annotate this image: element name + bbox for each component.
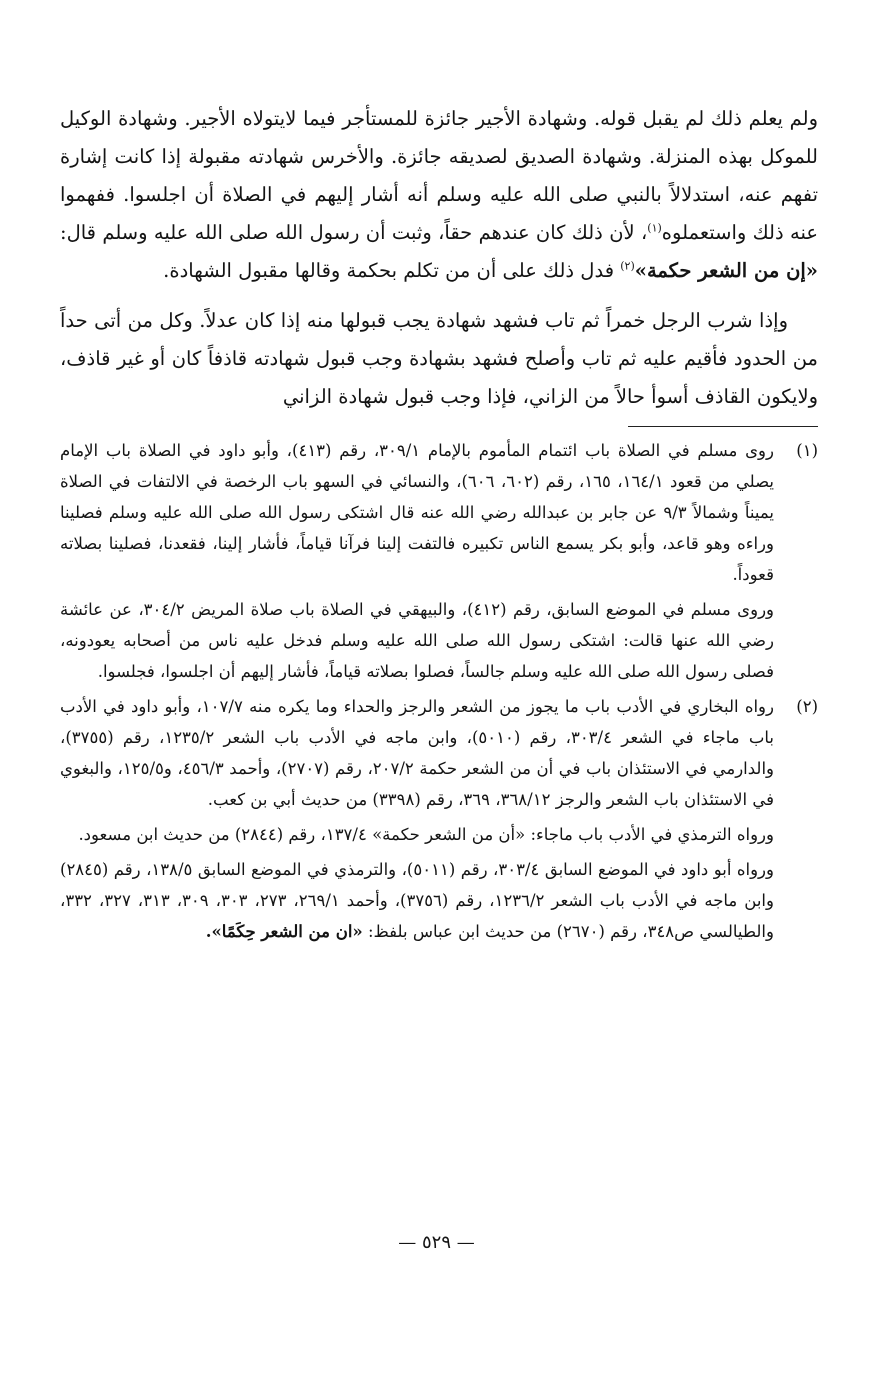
footnotes <box>60 435 818 947</box>
main-text <box>60 100 818 416</box>
book-page <box>60 100 818 947</box>
footnote-paragraph: ورواه الترمذي في الأدب باب ماجاء: «أن من الشعر حكمة» ١٣٧/٤، رقم (٢٨٤٤) من حديث ابن مسعود. <box>78 825 774 844</box>
footnote-number: (١) <box>796 441 818 460</box>
footnote-ref-2[interactable]: (٢) <box>620 259 635 273</box>
footnote-paragraph: ورواه أبو داود في الموضع السابق ٣٠٣/٤، رقم (٥٠١١)، والترمذي في الموضع السابق ١٣٨/٥، رقم (٢٨٤٥) وابن ماجه في الأدب باب الشعر ١٢٣٦/٢، رقم (٣٧٥٦)، وأحمد ٢٦٩/١، ٢٧٣، ٣٠٣، ٣٠٩، ٣١٣، ٣٢٧، ٣٣٢، والطيالسي ص٣٤٨، رقم (٢٦٧٠) من حديث ابن عباس بلفظ: «ان من الشعر حِكَمًا». <box>60 860 774 941</box>
paragraph-1: ولم يعلم ذلك لم يقبل قوله. وشهادة الأجير جائزة للمستأجر فيما لايتولاه الأجير. وشهادة الوكيل للموكل بهذه المنزلة. وشهادة الصديق لصديقه جائزة. والأخرس شهادته مقبولة إذا كانت إشارة تفهم عنه، استدلالاً بالنبي صلى الله عليه وسلم أنه أشار إليهم في الصلاة أن اجلسوا. ففهموا عنه ذلك واستعملوه$^{(١)}$، لأن ذلك كان عندهم حقاً، وثبت أن رسول الله صلى الله عليه وسلم قال: «إن من الشعر حكمة»$^{(٢)}$ فدل ذلك على أن من تكلم بحكمة وقالها مقبول الشهادة. <box>60 107 818 282</box>
footnote-divider <box>628 426 818 427</box>
footnote-paragraph: وروى مسلم في الموضع السابق، رقم (٤١٢)، والبيهقي في الصلاة باب صلاة المريض ٣٠٤/٢، عن عائشة رضي الله عنها قالت: اشتكى رسول الله صلى الله عليه وسلم فدخل عليه ناس من أصحابه يعودونه، فصلى رسول الله صلى الله عليه وسلم جالساً، فصلوا بصلاته قياماً، فأشار إليهم أن اجلسوا، فجلسوا. <box>60 600 775 681</box>
page-number: — ٥٢٩ — <box>398 1232 475 1253</box>
footnote-number: (٢) <box>796 697 818 716</box>
footnote-1 <box>60 435 818 687</box>
footnote-paragraph: رواه البخاري في الأدب باب ما يجوز من الشعر والرجز والحداء وما يكره منه ١٠٧/٧، وأبو داود في الأدب باب ماجاء في الشعر ٣٠٣/٤، رقم (٥٠١٠)، وابن ماجه في الأدب باب الشعر ١٢٣٥/٢، رقم (٣٧٥٥)، والدارمي في الاستئذان باب في أن من الشعر حكمة ٢٠٧/٢، رقم (٢٧٠٧)، وأحمد ٤٥٦/٣، و١٢٥/٥، والبغوي في الاستئذان باب الشعر والرجز ٣٦٨/١٢، ٣٦٩، رقم (٣٣٩٨) من حديث أبي بن كعب. <box>60 697 775 809</box>
paragraph-2: وإذا شرب الرجل خمراً ثم تاب فشهد شهادة يجب قبولها منه إذا كان عدلاً. وكل من أتى حداً من الحدود فأقيم عليه ثم تاب وأصلح فشهد بشهادة وجب قبول شهادته قاذفاً كان أو غير قاذف، ولايكون القاذف أسوأ حالاً من الزاني، فإذا وجب قبول شهادة الزاني <box>60 309 818 408</box>
footnote-paragraph: روى مسلم في الصلاة باب ائتمام المأموم بالإمام ٣٠٩/١، رقم (٤١٣)، وأبو داود في الصلاة باب الإمام يصلي من قعود ١٦٤/١، ١٦٥، رقم (٦٠٢، ٦٠٦)، والنسائي في السهو باب الرخصة في الالتفات في الصلاة يميناً وشمالاً ٩/٣ عن جابر بن عبدالله رضي الله عنه قال اشتكى رسول الله صلى الله عليه وسلم فصلينا وراءه وهو قاعد، وأبو بكر يسمع الناس تكبيره فالتفت إلينا فرآنا قياماً، فأشار إلينا، فقعدنا، فصلينا بصلاته قعوداً. <box>60 441 775 584</box>
footnote-2 <box>60 691 818 947</box>
footnote-ref-1[interactable]: (١) <box>647 221 662 235</box>
hadith-quote: «ان من الشعر حِكَمًا». <box>205 922 363 941</box>
hadith-quote: «إن من الشعر حكمة» <box>634 259 818 282</box>
